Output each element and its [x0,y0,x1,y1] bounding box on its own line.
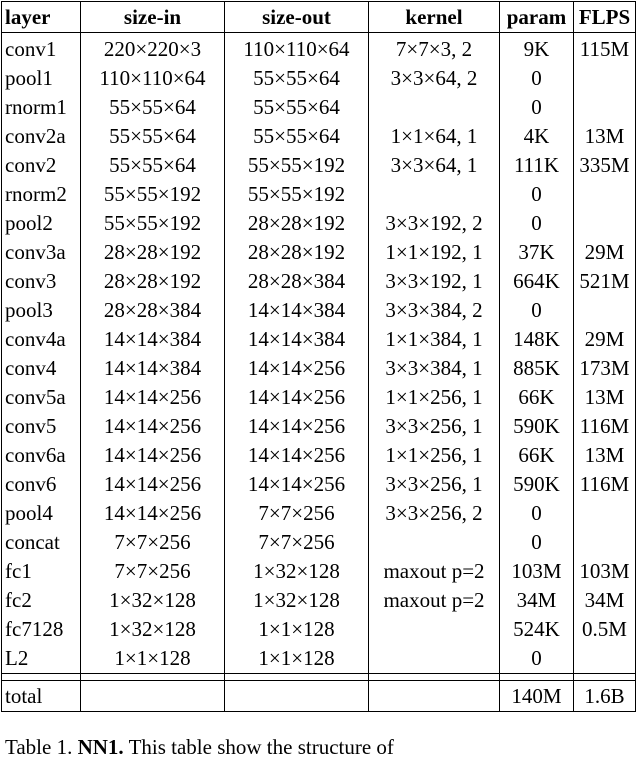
cell-size-in: 7×7×256 [81,528,225,557]
table-row [2,412,636,441]
cell-param: 148K [500,325,574,354]
total-flps: 1.6B [574,681,636,712]
cell-layer: L2 [2,644,81,674]
cell-size-out: 55×55×192 [225,151,369,180]
cell-size-in: 55×55×64 [81,151,225,180]
total-label: total [2,681,81,712]
cell-size-in: 7×7×256 [81,557,225,586]
caption-tag: NN1. [77,735,124,759]
table-caption [5,735,394,760]
cell-layer: fc2 [2,586,81,615]
cell-flps: 103M [574,557,636,586]
cell-size-in: 14×14×256 [81,383,225,412]
cell-size-out: 28×28×192 [225,209,369,238]
total-size-out [225,681,369,712]
caption-prefix: Table 1. [5,735,73,759]
table-row [2,499,636,528]
cell-size-out: 1×32×128 [225,586,369,615]
cell-kernel: 1×1×192, 1 [369,238,500,267]
cell-flps [574,499,636,528]
cell-flps: 115M [574,33,636,65]
total-param: 140M [500,681,574,712]
cell-size-in: 28×28×384 [81,296,225,325]
cell-param: 590K [500,412,574,441]
table-row [2,296,636,325]
cell-size-in: 55×55×192 [81,180,225,209]
table-row [2,238,636,267]
cell-size-out: 1×1×128 [225,615,369,644]
cell-layer: fc1 [2,557,81,586]
cell-kernel: 1×1×384, 1 [369,325,500,354]
table-row [2,615,636,644]
cell-flps [574,64,636,93]
cell-flps [574,209,636,238]
cell-size-out: 7×7×256 [225,528,369,557]
cell-layer: conv1 [2,33,81,65]
cell-kernel: maxout p=2 [369,586,500,615]
cell-flps: 116M [574,470,636,499]
cell-size-out: 28×28×384 [225,267,369,296]
cell-flps [574,93,636,122]
cell-layer: conv2a [2,122,81,151]
cell-kernel: 3×3×256, 1 [369,412,500,441]
network-structure-table [1,1,636,712]
cell-size-out: 55×55×64 [225,93,369,122]
cell-kernel: 3×3×192, 1 [369,267,500,296]
table-row [2,557,636,586]
cell-param: 66K [500,383,574,412]
cell-layer: conv4a [2,325,81,354]
cell-kernel: 1×1×256, 1 [369,441,500,470]
cell-kernel: 3×3×384, 2 [369,296,500,325]
cell-size-out: 14×14×256 [225,441,369,470]
cell-flps: 335M [574,151,636,180]
cell-size-out: 7×7×256 [225,499,369,528]
cell-kernel [369,644,500,674]
cell-flps: 0.5M [574,615,636,644]
cell-param: 34M [500,586,574,615]
cell-size-out: 14×14×384 [225,325,369,354]
cell-size-in: 1×32×128 [81,586,225,615]
cell-param: 66K [500,441,574,470]
table-row [2,528,636,557]
cell-layer: concat [2,528,81,557]
cell-layer: pool3 [2,296,81,325]
cell-kernel [369,615,500,644]
header-layer: layer [2,2,81,33]
cell-size-out: 110×110×64 [225,33,369,65]
cell-param: 0 [500,296,574,325]
cell-param: 885K [500,354,574,383]
header-flps: FLPS [574,2,636,33]
spacer-row [2,674,636,681]
table-row [2,644,636,674]
table-row [2,209,636,238]
cell-size-in: 110×110×64 [81,64,225,93]
header-size-out: size-out [225,2,369,33]
header-size-in: size-in [81,2,225,33]
cell-param: 111K [500,151,574,180]
cell-size-in: 14×14×256 [81,499,225,528]
cell-size-out: 14×14×384 [225,296,369,325]
cell-param: 664K [500,267,574,296]
cell-kernel: 3×3×64, 1 [369,151,500,180]
cell-size-out: 28×28×192 [225,238,369,267]
total-size-in [81,681,225,712]
cell-param: 37K [500,238,574,267]
cell-size-in: 14×14×384 [81,325,225,354]
cell-size-out: 55×55×192 [225,180,369,209]
table-row [2,383,636,412]
cell-size-in: 28×28×192 [81,267,225,296]
table-row [2,470,636,499]
table-row [2,441,636,470]
cell-flps: 29M [574,238,636,267]
cell-kernel: 3×3×384, 1 [369,354,500,383]
table-row [2,122,636,151]
cell-layer: conv5a [2,383,81,412]
table-row [2,93,636,122]
table-row [2,180,636,209]
cell-param: 0 [500,64,574,93]
cell-flps: 116M [574,412,636,441]
header-kernel: kernel [369,2,500,33]
cell-layer: fc7128 [2,615,81,644]
cell-kernel: 7×7×3, 2 [369,33,500,65]
cell-param: 524K [500,615,574,644]
cell-layer: conv2 [2,151,81,180]
cell-param: 0 [500,499,574,528]
cell-size-out: 55×55×64 [225,122,369,151]
cell-param: 0 [500,209,574,238]
cell-layer: conv6a [2,441,81,470]
cell-flps: 29M [574,325,636,354]
cell-param: 0 [500,180,574,209]
cell-layer: pool4 [2,499,81,528]
cell-param: 0 [500,93,574,122]
cell-layer: rnorm2 [2,180,81,209]
table-row [2,151,636,180]
cell-layer: rnorm1 [2,93,81,122]
cell-size-out: 55×55×64 [225,64,369,93]
cell-kernel [369,180,500,209]
cell-layer: pool1 [2,64,81,93]
cell-flps: 13M [574,383,636,412]
cell-kernel: 3×3×192, 2 [369,209,500,238]
cell-layer: conv3 [2,267,81,296]
table-row [2,267,636,296]
cell-size-in: 14×14×384 [81,354,225,383]
cell-size-in: 55×55×192 [81,209,225,238]
cell-param: 590K [500,470,574,499]
cell-size-in: 220×220×3 [81,33,225,65]
cell-size-out: 1×1×128 [225,644,369,674]
cell-kernel: maxout p=2 [369,557,500,586]
cell-layer: pool2 [2,209,81,238]
cell-size-out: 14×14×256 [225,470,369,499]
cell-kernel: 3×3×256, 1 [369,470,500,499]
cell-param: 9K [500,33,574,65]
cell-flps [574,644,636,674]
cell-layer: conv5 [2,412,81,441]
cell-flps: 13M [574,122,636,151]
cell-layer: conv3a [2,238,81,267]
cell-kernel: 3×3×256, 2 [369,499,500,528]
header-param: param [500,2,574,33]
cell-param: 0 [500,528,574,557]
cell-size-in: 14×14×256 [81,470,225,499]
table-row [2,33,636,65]
cell-layer: conv4 [2,354,81,383]
table-row [2,586,636,615]
cell-flps [574,296,636,325]
cell-size-in: 14×14×256 [81,412,225,441]
cell-param: 4K [500,122,574,151]
cell-kernel: 1×1×64, 1 [369,122,500,151]
cell-param: 103M [500,557,574,586]
cell-kernel: 1×1×256, 1 [369,383,500,412]
cell-kernel [369,528,500,557]
cell-size-out: 14×14×256 [225,383,369,412]
cell-flps: 521M [574,267,636,296]
header-row [2,2,636,33]
caption-text: This table show the structure of [128,735,394,759]
cell-size-in: 55×55×64 [81,93,225,122]
cell-size-in: 14×14×256 [81,441,225,470]
cell-flps [574,528,636,557]
cell-size-in: 55×55×64 [81,122,225,151]
cell-flps [574,180,636,209]
cell-layer: conv6 [2,470,81,499]
cell-size-out: 14×14×256 [225,354,369,383]
cell-flps: 173M [574,354,636,383]
cell-size-in: 28×28×192 [81,238,225,267]
total-row [2,681,636,712]
table-row [2,64,636,93]
cell-flps: 13M [574,441,636,470]
cell-size-out: 1×32×128 [225,557,369,586]
cell-size-out: 14×14×256 [225,412,369,441]
table-row [2,325,636,354]
total-kernel [369,681,500,712]
cell-size-in: 1×1×128 [81,644,225,674]
table-row [2,354,636,383]
cell-kernel: 3×3×64, 2 [369,64,500,93]
cell-param: 0 [500,644,574,674]
cell-size-in: 1×32×128 [81,615,225,644]
cell-kernel [369,93,500,122]
table-body [2,33,636,674]
cell-flps: 34M [574,586,636,615]
